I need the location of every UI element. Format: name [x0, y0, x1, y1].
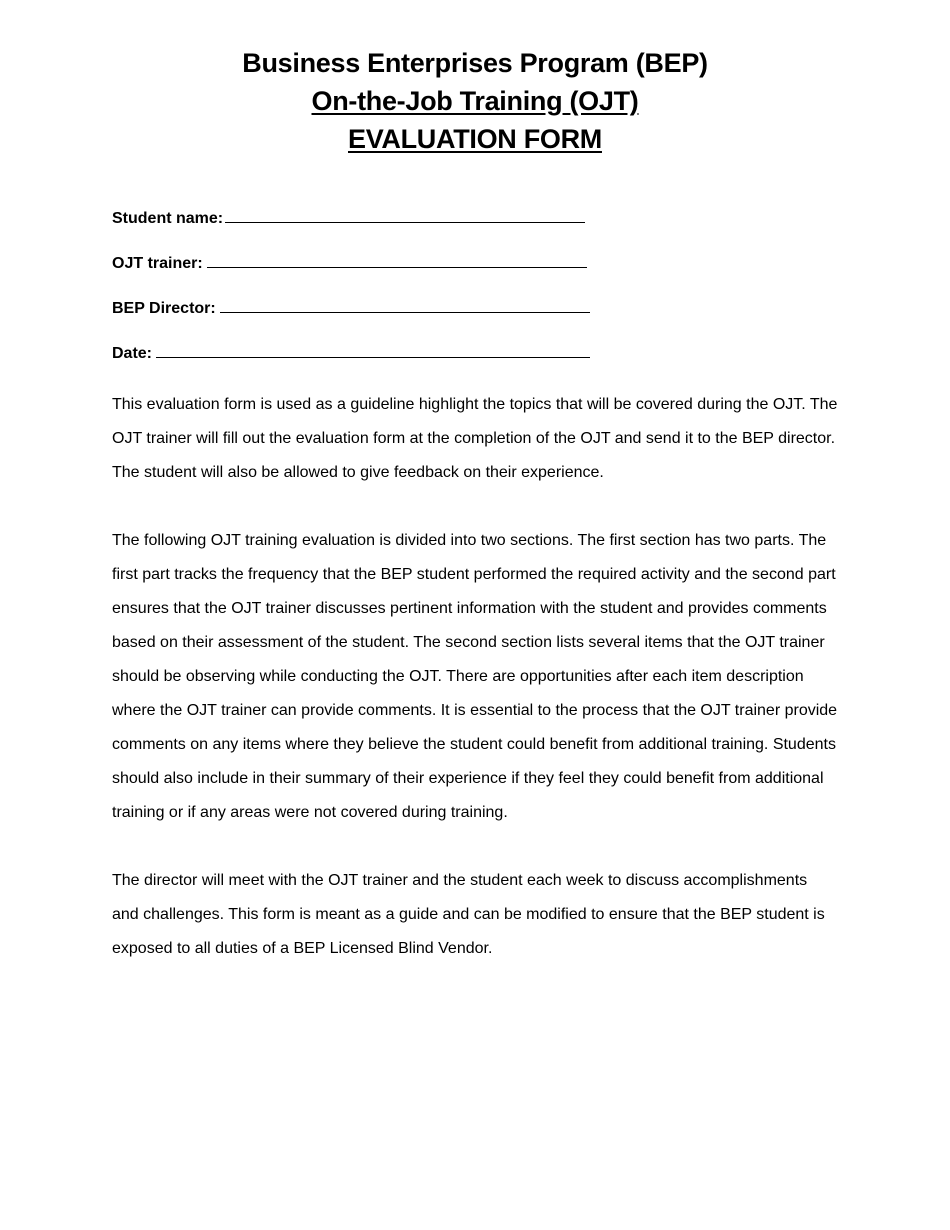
paragraph-director: The director will meet with the OJT trainer and the student each week to discuss accomplishments and challenges. This form is meant as a guide and can be modified to ensure that the BEP student is exposed to all duties of a BEP Licensed Blind Vendor.	[112, 872, 825, 957]
date-blank[interactable]	[156, 343, 590, 358]
date-field	[112, 343, 838, 388]
paragraph-sections: The following OJT training evaluation is divided into two sections. The first section has two parts. The first part tracks the frequency that the BEP student performed the required activity and the second part ensures that the OJT trainer discusses pertinent information with the student and provides comments based on their assessment of the student. The second section lists several items that the OJT trainer should be observing while conducting the OJT. There are opportunities after each item description where the OJT trainer can provide comments. It is essential to the process that the OJT trainer provide comments on any items where they believe the student could benefit from additional training. Students should also include in their summary of their experience if they feel they could benefit from additional training or if any areas were not covered during training.	[112, 532, 838, 821]
student-name-label: Student name:	[112, 210, 224, 227]
program-title: Business Enterprises Program (BEP)	[242, 48, 708, 78]
title-block	[112, 0, 838, 158]
instructions	[112, 388, 838, 966]
form-fields	[112, 208, 838, 388]
bep-director-blank[interactable]	[220, 298, 590, 313]
date-label: Date:	[112, 345, 153, 362]
ojt-trainer-blank[interactable]	[207, 253, 587, 268]
student-name-field	[112, 208, 838, 253]
ojt-trainer-label: OJT trainer:	[112, 255, 203, 272]
bep-director-field	[112, 298, 838, 343]
form-title: EVALUATION FORM	[348, 124, 602, 154]
paragraph-purpose: This evaluation form is used as a guideline highlight the topics that will be covered during the OJT. The OJT trainer will fill out the evaluation form at the completion of the OJT and send it to the BEP director. The student will also be allowed to give feedback on their experience.	[112, 396, 838, 481]
student-name-blank[interactable]	[225, 208, 585, 223]
bep-director-label: BEP Director:	[112, 300, 216, 317]
ojt-trainer-field	[112, 253, 838, 298]
ojt-title: On-the-Job Training (OJT)	[311, 86, 639, 116]
